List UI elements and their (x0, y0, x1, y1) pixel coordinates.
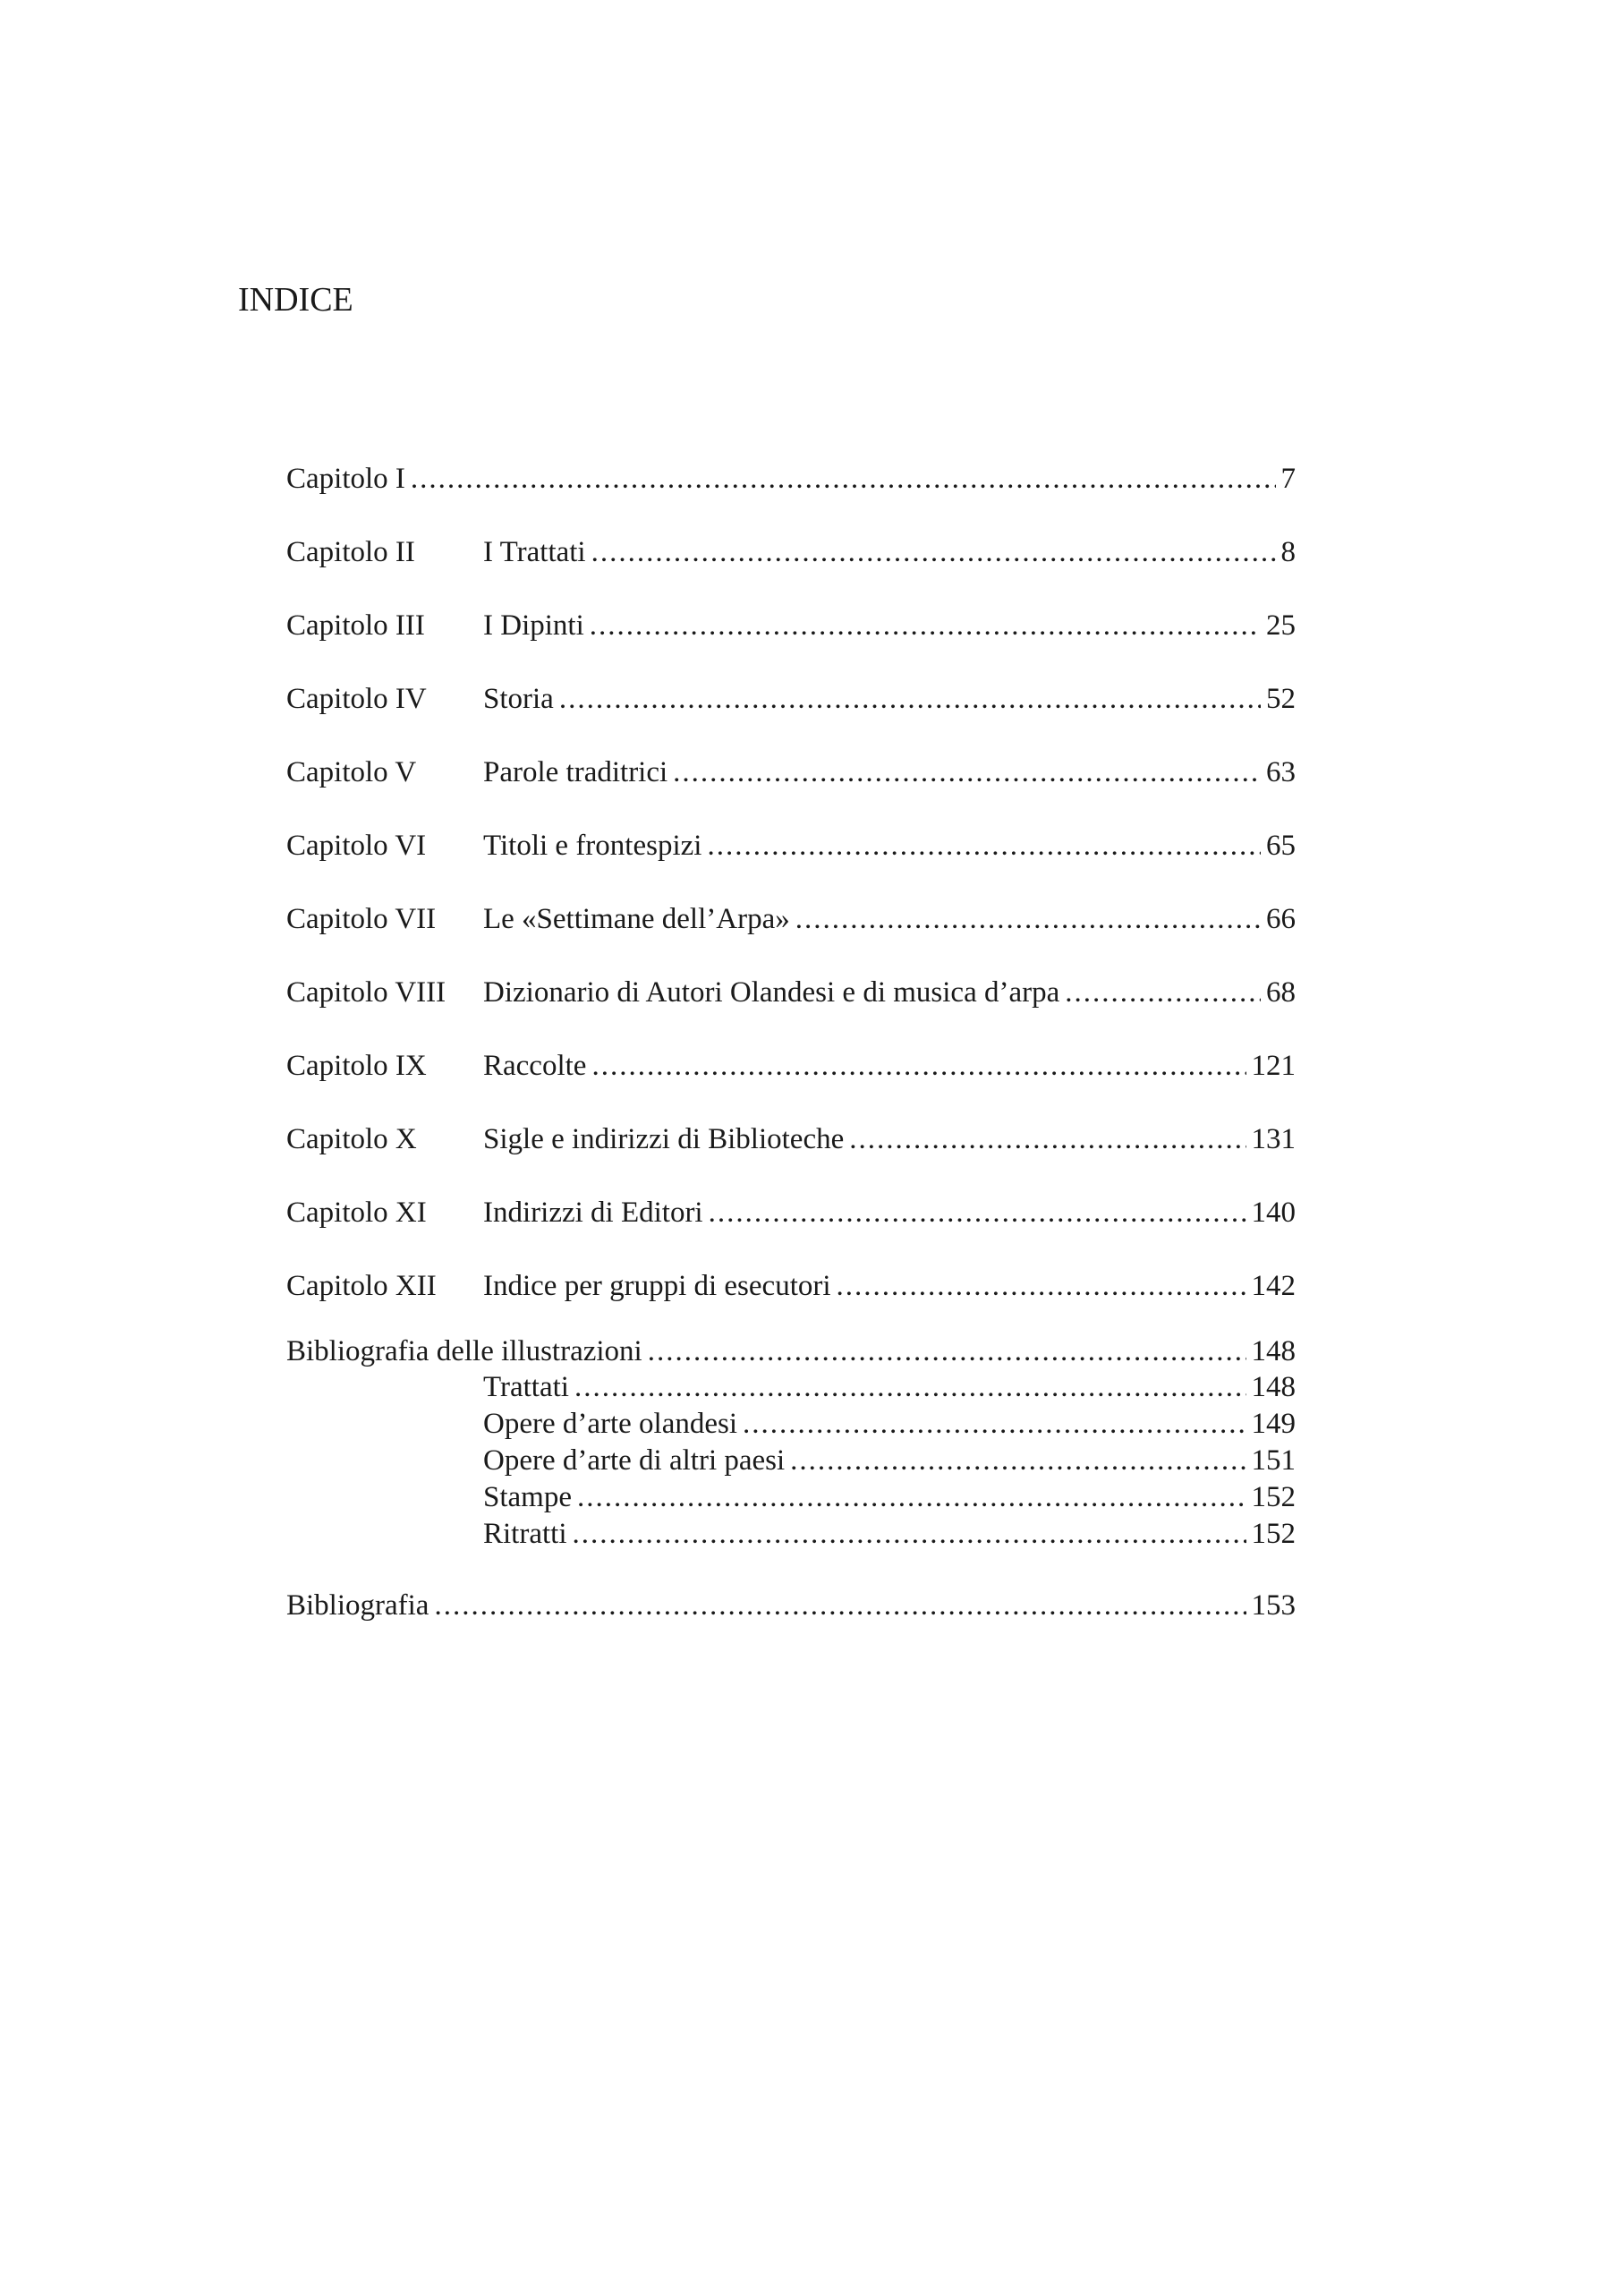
page-number: 152 (1251, 1481, 1296, 1513)
page-number: 65 (1266, 830, 1296, 862)
chapter-label: Capitolo X (286, 1123, 417, 1155)
entry-title: Trattati (483, 1371, 569, 1403)
toc-entry-bibliography[interactable] (286, 1591, 1296, 1622)
chapter-label: Capitolo XI (286, 1197, 427, 1229)
page-number: 140 (1251, 1197, 1296, 1229)
chapter-label: Bibliografia (286, 1589, 429, 1622)
toc-entry[interactable] (286, 758, 1296, 788)
entry-title: Indice per gruppi di esecutori (483, 1270, 831, 1302)
page-number: 153 (1251, 1589, 1296, 1622)
toc-entry[interactable] (286, 978, 1296, 1009)
toc-entry-illustrations[interactable] (286, 1337, 1296, 1367)
dot-leader (590, 611, 1261, 641)
toc-subentry[interactable] (483, 1373, 1296, 1403)
page-number: 68 (1266, 976, 1296, 1009)
entry-title: Raccolte (483, 1050, 587, 1082)
page-number: 7 (1280, 463, 1296, 495)
page-number: 148 (1251, 1371, 1296, 1403)
page-number: 148 (1251, 1335, 1296, 1367)
dot-leader (707, 831, 1261, 861)
page-number: 121 (1251, 1050, 1296, 1082)
toc-subentry[interactable] (483, 1483, 1296, 1513)
toc-entry[interactable] (286, 1125, 1296, 1155)
dot-leader (411, 464, 1276, 494)
entry-title: Parole traditrici (483, 756, 668, 788)
page-number: 149 (1251, 1408, 1296, 1440)
entry-title: Indirizzi di Editori (483, 1197, 703, 1229)
dot-leader (849, 1125, 1246, 1154)
entry-title: Sigle e indirizzi di Biblioteche (483, 1123, 845, 1155)
dot-leader (673, 758, 1261, 788)
dot-leader (574, 1373, 1246, 1402)
dot-leader (1065, 978, 1261, 1008)
toc-entry[interactable] (286, 685, 1296, 715)
toc-entry[interactable] (286, 1272, 1296, 1302)
entry-title: Dizionario di Autori Olandesi e di musica d’arpa (483, 976, 1060, 1009)
toc-entry[interactable] (286, 1052, 1296, 1082)
page-number: 66 (1266, 903, 1296, 935)
chapter-label: Capitolo VII (286, 903, 437, 935)
page-number: 151 (1251, 1444, 1296, 1477)
page-number: 142 (1251, 1270, 1296, 1302)
chapter-label: Capitolo XII (286, 1270, 437, 1302)
toc-entry[interactable] (286, 905, 1296, 935)
toc-subentry[interactable] (483, 1446, 1296, 1477)
dot-leader (577, 1483, 1246, 1512)
entry-title: Stampe (483, 1481, 572, 1513)
chapter-label: Capitolo VIII (286, 976, 446, 1009)
chapter-label: Bibliografia delle illustrazioni (286, 1335, 642, 1367)
dot-leader (709, 1198, 1246, 1228)
dot-leader (837, 1272, 1246, 1301)
page-number: 63 (1266, 756, 1296, 788)
page-number: 152 (1251, 1518, 1296, 1550)
entry-title: Opere d’arte di altri paesi (483, 1444, 786, 1477)
entry-title: I Trattati (483, 536, 586, 568)
page-number: 131 (1251, 1123, 1296, 1155)
dot-leader (743, 1410, 1246, 1439)
page-number: 52 (1266, 683, 1296, 715)
toc-subentry[interactable] (483, 1410, 1296, 1440)
entry-title: Titoli e frontespizi (483, 830, 702, 862)
dot-leader (795, 905, 1261, 934)
page-number: 8 (1280, 536, 1296, 568)
toc-entry[interactable] (286, 611, 1296, 642)
chapter-label: Capitolo IV (286, 683, 427, 715)
chapter-label: Capitolo I (286, 463, 405, 495)
dot-leader (573, 1520, 1246, 1549)
chapter-label: Capitolo II (286, 536, 415, 568)
page-title: INDICE (238, 281, 353, 319)
dot-leader (790, 1446, 1246, 1476)
chapter-label: Capitolo VI (286, 830, 427, 862)
dot-leader (591, 1052, 1246, 1081)
toc-entry[interactable] (286, 1198, 1296, 1229)
dot-leader (648, 1337, 1246, 1367)
dot-leader (591, 538, 1276, 567)
entry-title: Storia (483, 683, 554, 715)
dot-leader (559, 685, 1261, 714)
dot-leader (434, 1591, 1246, 1621)
toc-subentry[interactable] (483, 1520, 1296, 1550)
entry-title: Le «Settimane dell’Arpa» (483, 903, 790, 935)
toc-entry[interactable] (286, 831, 1296, 862)
page-number: 25 (1266, 609, 1296, 642)
chapter-label: Capitolo V (286, 756, 417, 788)
entry-title: I Dipinti (483, 609, 584, 642)
entry-title: Ritratti (483, 1518, 567, 1550)
toc-entry[interactable] (286, 538, 1296, 568)
entry-title: Opere d’arte olandesi (483, 1408, 738, 1440)
chapter-label: Capitolo IX (286, 1050, 427, 1082)
toc-entry[interactable] (286, 464, 1296, 495)
chapter-label: Capitolo III (286, 609, 425, 642)
